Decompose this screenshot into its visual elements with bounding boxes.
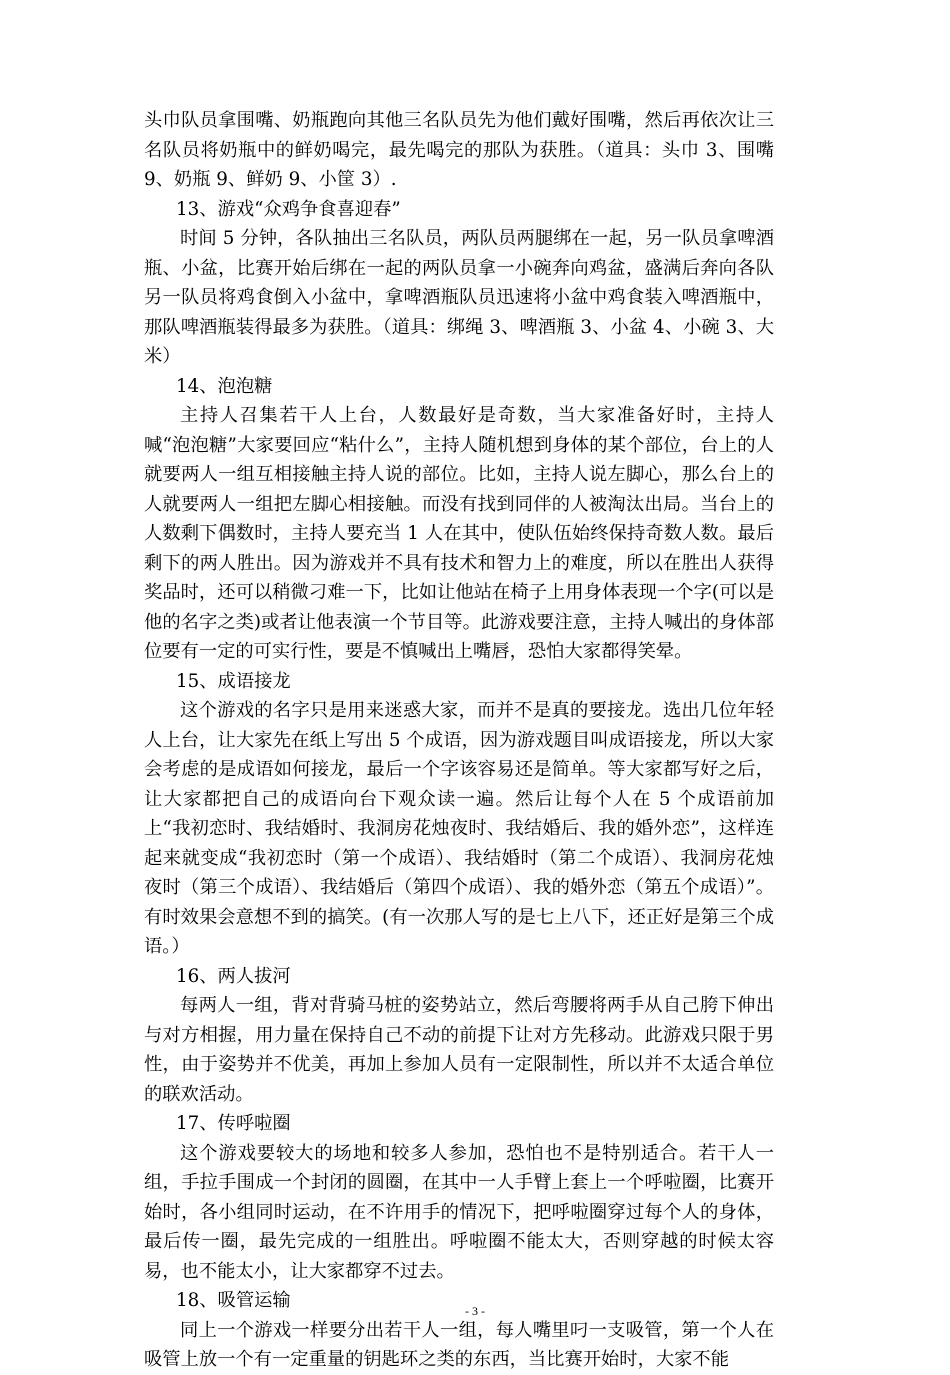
- paragraph: 每两人一组，背对背骑马桩的姿势站立，然后弯腰将两手从自己胯下伸出与对方相握，用力量在保持自己不动的前提下让对方先移动。此游戏只限于男性，由于姿势并不优美，再加上参加人员有一定限制性，所以并不太适合单位的联欢活动。: [144, 995, 774, 1105]
- section-heading: 15、成语接龙: [176, 670, 291, 692]
- document-body: [144, 106, 774, 1375]
- paragraph: 头巾队员拿围嘴、奶瓶跑向其他三名队员先为他们戴好围嘴，然后再依次让三名队员将奶瓶中的鲜奶喝完，最先喝完的那队为获胜。（道具：头巾 3、围嘴 9、奶瓶 9、鲜奶 9、小筐 3）.: [144, 110, 774, 190]
- section-heading: 16、两人拔河: [176, 965, 291, 987]
- paragraph: 主持人召集若干人上台，人数最好是奇数，当大家准备好时，主持人喊“泡泡糖”大家要回应“粘什么”，主持人随机想到身体的某个部位，台上的人就要两人一组互相接触主持人说的部位。比如，主持人说左脚心，那么台上的人就要两人一组把左脚心相接触。而没有找到同伴的人被淘汰出局。当台上的人数剩下偶数时，主持人要充当 1 人在其中，使队伍始终保持奇数人数。最后剩下的两人胜出。因为游戏并不具有技术和智力上的难度，所以在胜出人获得奖品时，还可以稍微刁难一下，比如让他站在椅子上用身体表现一个字(可以是他的名字之类)或者让他表演一个节目等。此游戏要注意，主持人喊出的身体部位要有一定的可实行性，要是不慎喊出上嘴唇，恐怕大家都得笑晕。: [144, 405, 774, 662]
- paragraph: 同上一个游戏一样要分出若干人一组，每人嘴里叼一支吸管，第一个人在吸管上放一个有一定重量的钥匙环之类的东西，当比赛开始时，大家不能: [144, 1319, 774, 1370]
- section-heading: 14、泡泡糖: [176, 375, 273, 397]
- section-heading: 17、传呼啦圈: [176, 1113, 291, 1134]
- paragraph: 这个游戏要较大的场地和较多人参加，恐怕也不是特别适合。若干人一组，手拉手围成一个封闭的圆圈，在其中一人手臂上套上一个呼啦圈，比赛开始时，各小组同时运动，在不许用手的情况下，把呼啦圈穿过每个人的身体，最后传一圈，最先完成的一组胜出。呼啦圈不能太大，否则穿越的时候太容易，也不能太小，让大家都穿不过去。: [144, 1142, 774, 1282]
- section-heading: 18、吸管运输: [176, 1290, 291, 1311]
- page-number: - 3 -: [465, 1304, 485, 1318]
- paragraph: 这个游戏的名字只是用来迷惑大家，而并不是真的要接龙。选出几位年轻人上台，让大家先在纸上写出 5 个成语，因为游戏题目叫成语接龙，所以大家会考虑的是成语如何接龙，最后一个字该容易还是简单。等大家都写好之后，让大家都把自己的成语向台下观众读一遍。然后让每个人在 5 个成语前加上“我初恋时、我结婚时、我洞房花烛夜时、我结婚后、我的婚外恋”，这样连起来就变成“我初恋时（第一个成语）、我结婚时（第二个成语）、我洞房花烛夜时（第三个成语）、我结婚后（第四个成语）、我的婚外恋（第五个成语）”。有时效果会意想不到的搞笑。(有一次那人写的是七上八下，还正好是第三个成语。）: [144, 700, 774, 957]
- section-heading: 13、游戏“众鸡争食喜迎春”: [176, 198, 401, 220]
- paragraph: 时间 5 分钟，各队抽出三名队员，两队员两腿绑在一起，另一队员拿啤酒瓶、小盆，比赛开始后绑在一起的两队员拿一小碗奔向鸡盆，盛满后奔向各队另一队员将鸡食倒入小盆中，拿啤酒瓶队员迅速将小盆中鸡食装入啤酒瓶中，那队啤酒瓶装得最多为获胜。（道具：绑绳 3、啤酒瓶 3、小盆 4、小碗 3、大米）: [144, 228, 774, 367]
